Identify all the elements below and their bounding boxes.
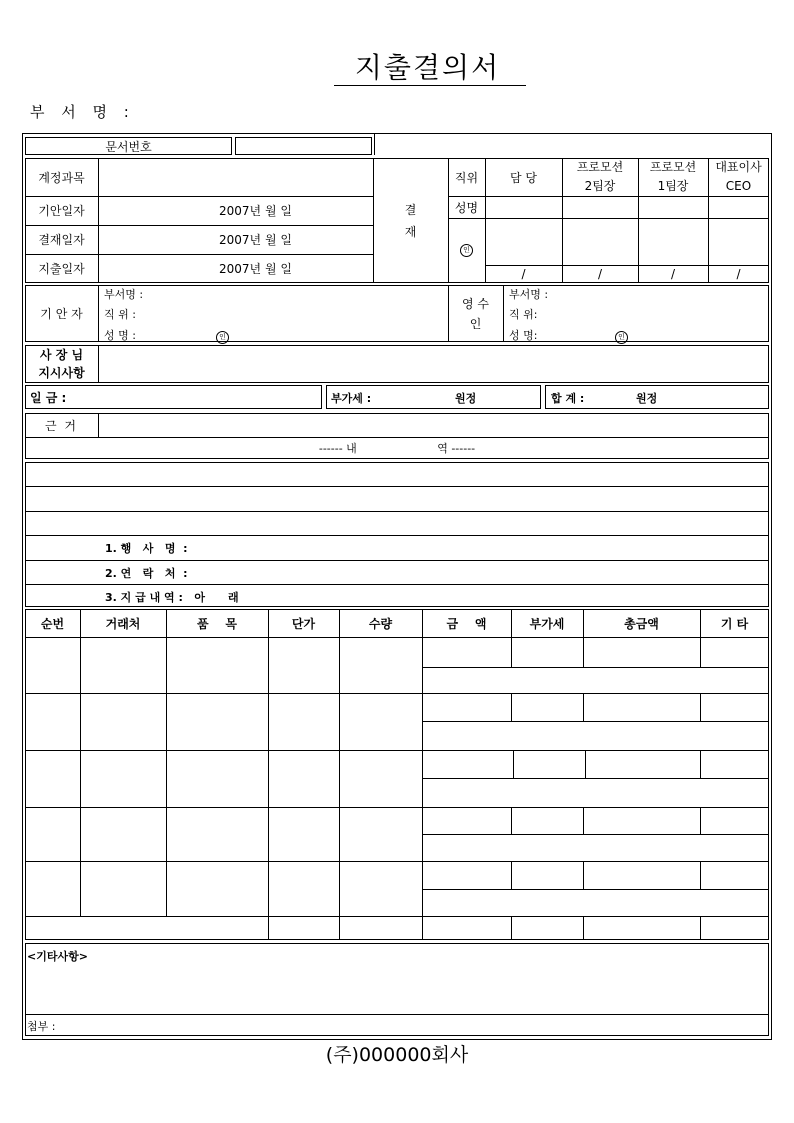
doc-number-label: 문서번호 [25, 137, 232, 155]
ceo-instructions-field[interactable] [100, 347, 767, 381]
role-promo2-lead: 프로모션 2팀장 [576, 160, 624, 193]
ceo-instructions-label: 사 장 님 지시사항 [38, 348, 85, 380]
payment-detail-label: 3. 지 급 내 역 : 아 래 [105, 591, 239, 604]
other-notes-field[interactable] [27, 966, 767, 1012]
th-seq: 순번 [40, 616, 65, 631]
sign-date-1[interactable]: / [521, 267, 526, 281]
total-label: 합 계 : [551, 392, 585, 405]
dept-label: 부 서 명 : [30, 103, 135, 121]
approval-date-label: 결재일자 [38, 233, 85, 247]
basis-label: 근 거 [45, 418, 78, 433]
basis-field[interactable] [100, 415, 767, 435]
other-notes-label: <기타사항> [27, 950, 88, 963]
sign-date-3[interactable]: / [670, 267, 676, 281]
receiver-stamp-icon: 인 [615, 328, 628, 344]
approval-label: 결 재 [404, 203, 417, 239]
detail-header: ------ 내 역 ------ [318, 442, 476, 455]
attachment-label: 첨부 : [27, 1020, 56, 1033]
vat-unit: 원정 [455, 392, 477, 405]
role-ceo: 대표이사 CEO [715, 160, 762, 193]
company-footer: (주)000000회사 [325, 1043, 469, 1066]
receiver-position: 직 위: [509, 308, 538, 321]
event-name-label: 1. 행 사 명 : [105, 542, 188, 555]
th-vendor: 거래처 [105, 616, 141, 631]
receiver-label: 영 수 인 [462, 296, 489, 331]
account-label: 계정과목 [38, 170, 85, 185]
th-unit-price: 단가 [291, 616, 316, 631]
expense-date-label: 지출일자 [38, 262, 85, 276]
expense-date-value[interactable]: 2007년 월 일 [219, 262, 292, 276]
total-unit: 원정 [636, 392, 658, 405]
approval-date-value[interactable]: 2007년 월 일 [219, 233, 292, 247]
drafter-name: 성 명 : [104, 329, 136, 342]
sign-date-2[interactable]: / [597, 267, 603, 281]
position-label: 직위 [454, 170, 479, 185]
approval-stamp-icon: 인 [448, 218, 485, 283]
th-total: 총금액 [624, 616, 659, 631]
receiver-name: 성 명: [509, 329, 538, 342]
th-other: 기 타 [720, 616, 749, 631]
draft-date-label: 기안일자 [38, 204, 85, 218]
name-label: 성명 [454, 200, 479, 215]
drafter-dept: 부서명 : [104, 288, 144, 301]
drafter-stamp-icon: 인 [216, 328, 229, 344]
role-staff: 담 당 [510, 170, 537, 185]
th-vat: 부가세 [529, 616, 565, 631]
draft-date-value[interactable]: 2007년 월 일 [219, 204, 292, 218]
page-title: 지출결의서 [354, 51, 501, 84]
sign-date-4[interactable]: / [736, 267, 741, 281]
drafter-position: 직 위 : [104, 308, 136, 321]
vat-box[interactable] [326, 385, 541, 409]
th-qty: 수량 [368, 616, 393, 631]
items-table [25, 609, 769, 940]
title-underline [334, 85, 526, 86]
vat-label: 부가세 : [331, 392, 372, 405]
receiver-dept: 부서명 : [509, 288, 549, 301]
th-item: 품 목 [197, 616, 237, 631]
total-box[interactable] [545, 385, 769, 409]
th-amount: 금 액 [446, 616, 487, 631]
contact-label: 2. 연 락 처 : [105, 567, 188, 580]
amount-label: 일 금 : [25, 385, 322, 409]
drafter-label: 기 안 자 [40, 307, 83, 321]
role-promo1-lead: 프로모션 1팀장 [649, 160, 697, 193]
doc-number-field[interactable] [235, 137, 372, 155]
